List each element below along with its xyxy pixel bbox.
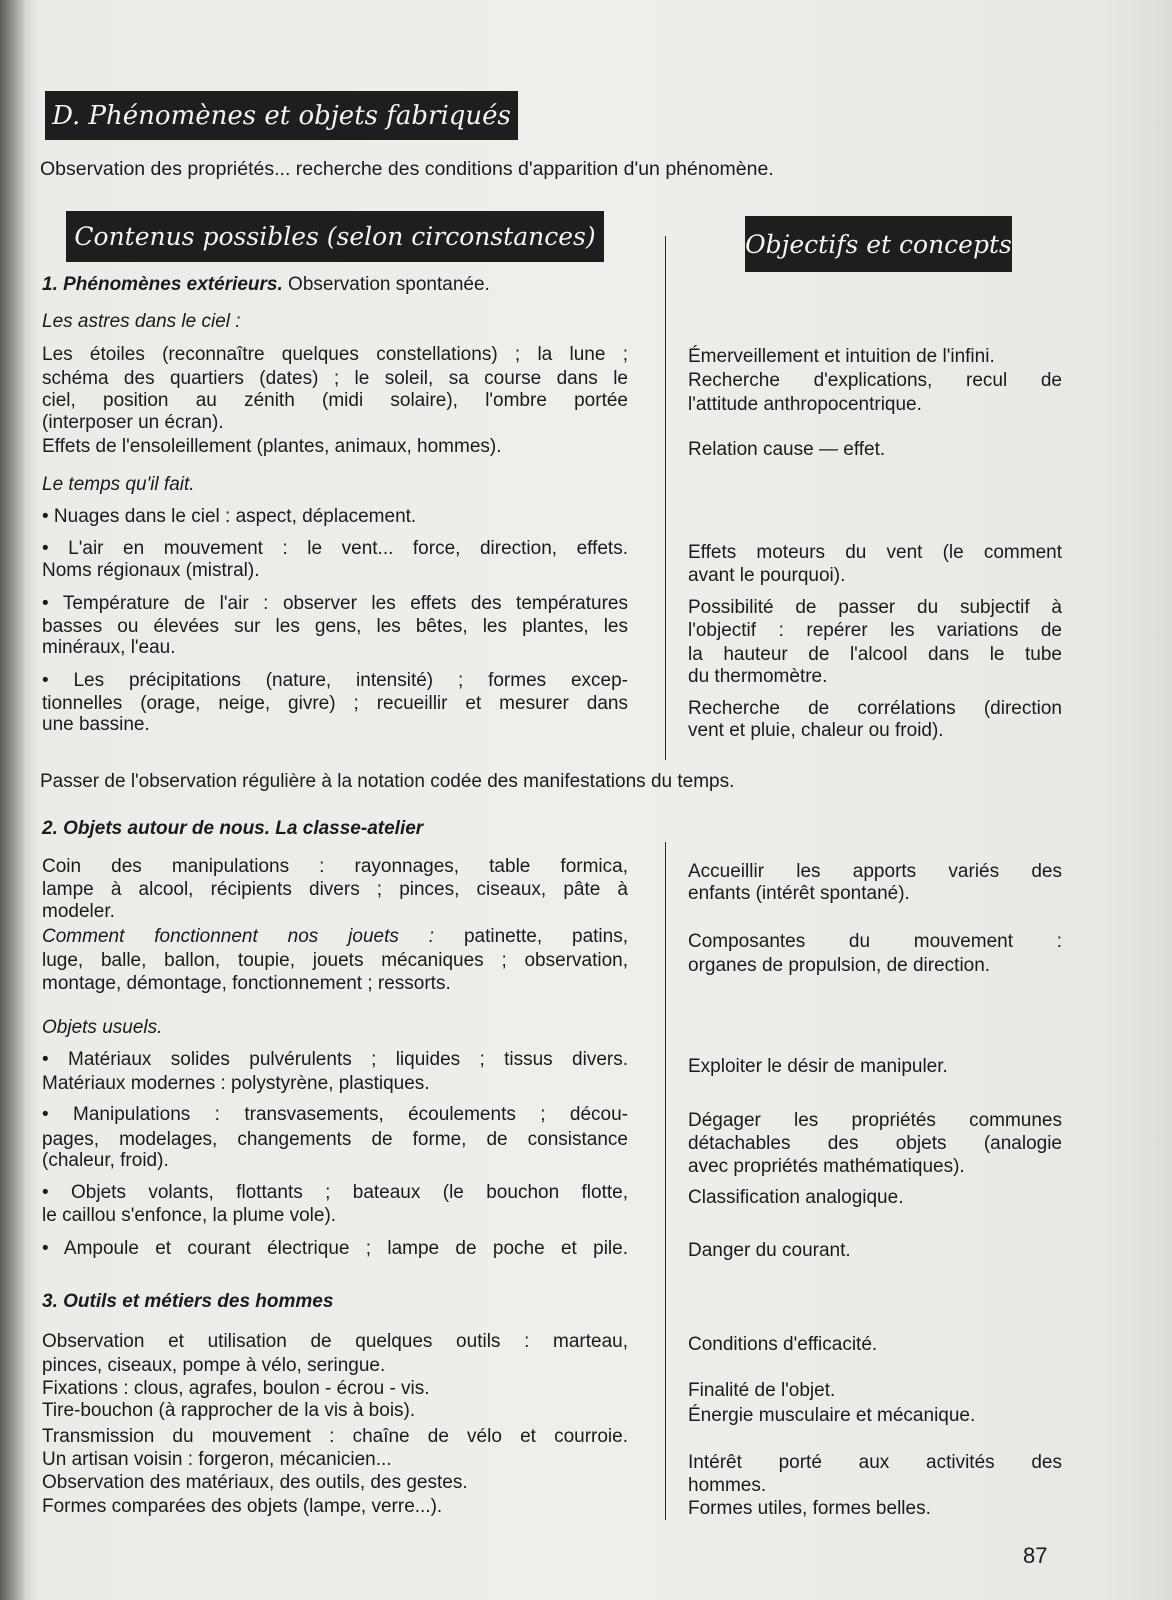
line-text: Finalité de l'objet. bbox=[688, 1380, 836, 1401]
text-line bbox=[688, 644, 1062, 666]
line-text: détachables des objets (analogie bbox=[688, 1133, 1062, 1154]
text-line bbox=[42, 1238, 628, 1260]
line-text: vent et pluie, chaleur ou froid). bbox=[688, 720, 944, 741]
text-line bbox=[688, 1380, 835, 1402]
text-line bbox=[42, 714, 150, 736]
text-line bbox=[42, 926, 628, 948]
text-line bbox=[42, 412, 224, 434]
section-title bbox=[45, 91, 518, 140]
left-column-header bbox=[66, 211, 604, 262]
line-text: lampe à alcool, récipients divers ; pinces, ciseaux, pâte à bbox=[42, 879, 628, 900]
line-text: • Matériaux solides pulvérulents ; liquides ; tissus divers. bbox=[42, 1049, 628, 1070]
text-line bbox=[688, 1405, 975, 1427]
text-line bbox=[688, 439, 885, 461]
section-title-text: D. Phénomènes et objets fabriqués bbox=[52, 100, 511, 131]
text-line bbox=[688, 1156, 965, 1178]
text-line bbox=[42, 1426, 628, 1448]
column-divider bbox=[665, 236, 666, 760]
line-text: Coin des manipulations : rayonnages, table formica, bbox=[42, 856, 628, 877]
text-line bbox=[688, 370, 1062, 392]
line-text: Danger du courant. bbox=[688, 1240, 851, 1261]
line-text: patinette, patins, bbox=[434, 926, 628, 947]
line-text: Dégager les propriétés communes bbox=[688, 1110, 1062, 1131]
line-text: • Manipulations : transvasements, écoulements ; décou- bbox=[42, 1104, 628, 1125]
line-emphasis: Comment fonctionnent nos jouets : bbox=[42, 926, 435, 947]
line-text: Transmission du mouvement : chaîne de vélo et courroie. bbox=[42, 1426, 628, 1447]
line-text: Composantes du mouvement : bbox=[688, 931, 1062, 952]
text-line bbox=[688, 955, 990, 977]
text-line bbox=[42, 901, 115, 923]
text-line bbox=[42, 693, 628, 715]
line-text: (interposer un écran). bbox=[42, 412, 224, 433]
text-line bbox=[688, 931, 1062, 953]
text-line bbox=[688, 1475, 766, 1497]
column-divider bbox=[665, 842, 666, 1520]
line-text: schéma des quartiers (dates) ; le soleil, sa course dans le bbox=[42, 368, 628, 389]
text-line bbox=[42, 1355, 385, 1377]
text-line bbox=[42, 1017, 162, 1039]
line-text: Intérêt porté aux activités des bbox=[688, 1452, 1062, 1473]
line-text: • Température de l'air : observer les effets des températures bbox=[42, 593, 628, 614]
text-line bbox=[688, 1452, 1062, 1474]
line-text: Matériaux modernes : polystyrène, plastiques. bbox=[42, 1073, 430, 1094]
line-text: Effets moteurs du vent (le comment bbox=[688, 542, 1062, 563]
text-line bbox=[42, 311, 241, 333]
right-column-header bbox=[745, 216, 1012, 272]
text-line bbox=[42, 950, 628, 972]
text-line bbox=[42, 1472, 468, 1494]
line-text: Observation des matériaux, des outils, des gestes. bbox=[42, 1472, 468, 1493]
text-line bbox=[688, 1334, 877, 1356]
line-text: Observation et utilisation de quelques outils : marteau, bbox=[42, 1331, 628, 1352]
line-text: Classification analogique. bbox=[688, 1187, 904, 1208]
subsection-heading bbox=[42, 818, 423, 840]
line-text: avec propriétés mathématiques). bbox=[688, 1156, 965, 1177]
line-text: du thermomètre. bbox=[688, 666, 828, 687]
subsection-heading bbox=[42, 1291, 333, 1313]
line-text: Conditions d'efficacité. bbox=[688, 1334, 878, 1355]
line-text: la hauteur de l'alcool dans le tube bbox=[688, 644, 1062, 665]
text-line bbox=[42, 1129, 628, 1151]
line-text: Formes comparées des objets (lampe, verre...). bbox=[42, 1496, 443, 1517]
line-text: tionnelles (orage, neige, givre) ; recueillir et mesurer dans bbox=[42, 693, 628, 714]
line-text: l'attitude anthropocentrique. bbox=[688, 394, 922, 415]
line-text: Les astres dans le ciel : bbox=[42, 311, 241, 332]
text-line bbox=[42, 1049, 628, 1071]
text-line bbox=[688, 394, 922, 416]
line-text: • Ampoule et courant électrique ; lampe de poche et pile. bbox=[42, 1238, 628, 1259]
text-line bbox=[42, 1400, 415, 1422]
line-text: Observation spontanée. bbox=[282, 274, 490, 295]
text-line bbox=[42, 368, 628, 390]
text-line bbox=[42, 560, 260, 582]
intro-text: Observation des propriétés... recherche des conditions d'apparition d'un phénomène. bbox=[40, 158, 774, 180]
line-text: Recherche d'explications, recul de bbox=[688, 370, 1062, 391]
text-line bbox=[42, 1073, 430, 1095]
right-column-header-text: Objectifs et concepts bbox=[745, 229, 1012, 259]
line-text: 3. Outils et métiers des hommes bbox=[42, 1291, 334, 1312]
text-line bbox=[688, 1187, 903, 1209]
text-line bbox=[42, 593, 628, 615]
line-text: Le temps qu'il fait. bbox=[42, 474, 195, 495]
text-line bbox=[688, 597, 1062, 619]
text-line bbox=[42, 1449, 392, 1471]
line-text: Énergie musculaire et mécanique. bbox=[688, 1405, 976, 1426]
text-line bbox=[688, 346, 995, 368]
line-text: hommes. bbox=[688, 1475, 767, 1496]
text-line bbox=[42, 879, 628, 901]
text-line bbox=[42, 1378, 430, 1400]
text-line bbox=[688, 1498, 931, 1520]
text-line bbox=[688, 698, 1062, 720]
text-line bbox=[42, 1150, 169, 1172]
line-text: organes de propulsion, de direction. bbox=[688, 955, 991, 976]
text-line bbox=[42, 344, 628, 366]
line-text: Tire-bouchon (à rapprocher de la vis à bois). bbox=[42, 1400, 416, 1421]
text-line bbox=[42, 506, 416, 528]
text-line bbox=[42, 436, 502, 458]
line-text: Un artisan voisin : forgeron, mécanicien... bbox=[42, 1449, 392, 1470]
page-number: 87 bbox=[1023, 1543, 1048, 1568]
left-column-header-text: Contenus possibles (selon circonstances) bbox=[74, 222, 596, 251]
text-line bbox=[42, 538, 628, 560]
text-line bbox=[688, 620, 1062, 642]
text-line bbox=[688, 1133, 1062, 1155]
line-text: • L'air en mouvement : le vent... force, direction, effets. bbox=[42, 538, 628, 559]
line-text: • Objets volants, flottants ; bateaux (le bouchon flotte, bbox=[42, 1182, 628, 1203]
line-text: basses ou élevées sur les gens, les bêtes, les plantes, les bbox=[42, 616, 628, 637]
line-text: Passer de l'observation régulière à la notation codée des manifestations du temps. bbox=[40, 771, 735, 792]
line-text: Formes utiles, formes belles. bbox=[688, 1498, 931, 1519]
text-line bbox=[42, 1331, 628, 1353]
line-text: montage, démontage, fonctionnement ; ressorts. bbox=[42, 973, 451, 994]
text-line bbox=[42, 616, 628, 638]
line-text: Recherche de corrélations (direction bbox=[688, 698, 1062, 719]
line-text: Les étoiles (reconnaître quelques constellations) ; la lune ; bbox=[42, 344, 628, 365]
text-line bbox=[42, 274, 490, 296]
line-text: 2. Objets autour de nous. La classe-atelier bbox=[42, 818, 424, 839]
text-line bbox=[688, 542, 1062, 564]
full-width-text-line bbox=[40, 771, 734, 793]
line-text: Possibilité de passer du subjectif à bbox=[688, 597, 1062, 618]
text-line bbox=[42, 670, 628, 692]
text-line bbox=[688, 1110, 1062, 1132]
line-text: (chaleur, froid). bbox=[42, 1150, 169, 1171]
text-line bbox=[42, 1104, 628, 1126]
text-line bbox=[688, 666, 827, 688]
line-text: Émerveillement et intuition de l'infini. bbox=[688, 346, 995, 367]
text-line bbox=[42, 390, 628, 412]
line-text: Effets de l'ensoleillement (plantes, animaux, hommes). bbox=[42, 436, 502, 457]
text-line bbox=[688, 861, 1062, 883]
text-line bbox=[42, 973, 451, 995]
line-text: le caillou s'enfonce, la plume vole). bbox=[42, 1205, 337, 1226]
line-text: avant le pourquoi). bbox=[688, 565, 846, 586]
text-line bbox=[42, 1205, 336, 1227]
line-text: minéraux, l'eau. bbox=[42, 637, 176, 658]
text-line bbox=[688, 883, 910, 905]
line-text: Accueillir les apports variés des bbox=[688, 861, 1062, 882]
line-text: enfants (intérêt spontané). bbox=[688, 883, 910, 904]
line-text: une bassine. bbox=[42, 714, 150, 735]
line-text: • Nuages dans le ciel : aspect, déplacement. bbox=[42, 506, 417, 527]
text-line bbox=[688, 565, 845, 587]
line-text: Noms régionaux (mistral). bbox=[42, 560, 260, 581]
text-line bbox=[688, 1240, 851, 1262]
text-line bbox=[688, 720, 944, 742]
line-text: modeler. bbox=[42, 901, 115, 922]
line-emphasis: 1. Phénomènes extérieurs. bbox=[42, 274, 283, 295]
line-text: • Les précipitations (nature, intensité) ; formes excep- bbox=[42, 670, 628, 691]
line-text: luge, balle, ballon, toupie, jouets mécaniques ; observation, bbox=[42, 950, 628, 971]
line-text: Objets usuels. bbox=[42, 1017, 163, 1038]
text-line bbox=[42, 856, 628, 878]
line-text: Fixations : clous, agrafes, boulon - écrou - vis. bbox=[42, 1378, 430, 1399]
line-text: pages, modelages, changements de forme, de consistance bbox=[42, 1129, 628, 1150]
text-line bbox=[42, 1496, 442, 1518]
line-text: pinces, ciseaux, pompe à vélo, seringue. bbox=[42, 1355, 386, 1376]
text-line bbox=[688, 1056, 948, 1078]
text-line bbox=[42, 474, 195, 496]
line-text: Exploiter le désir de manipuler. bbox=[688, 1056, 948, 1077]
line-text: l'objectif : repérer les variations de bbox=[688, 620, 1062, 641]
text-line bbox=[42, 1182, 628, 1204]
line-text: ciel, position au zénith (midi solaire), l'ombre portée bbox=[42, 390, 628, 411]
line-text: Relation cause — effet. bbox=[688, 439, 886, 460]
text-line bbox=[42, 637, 176, 659]
